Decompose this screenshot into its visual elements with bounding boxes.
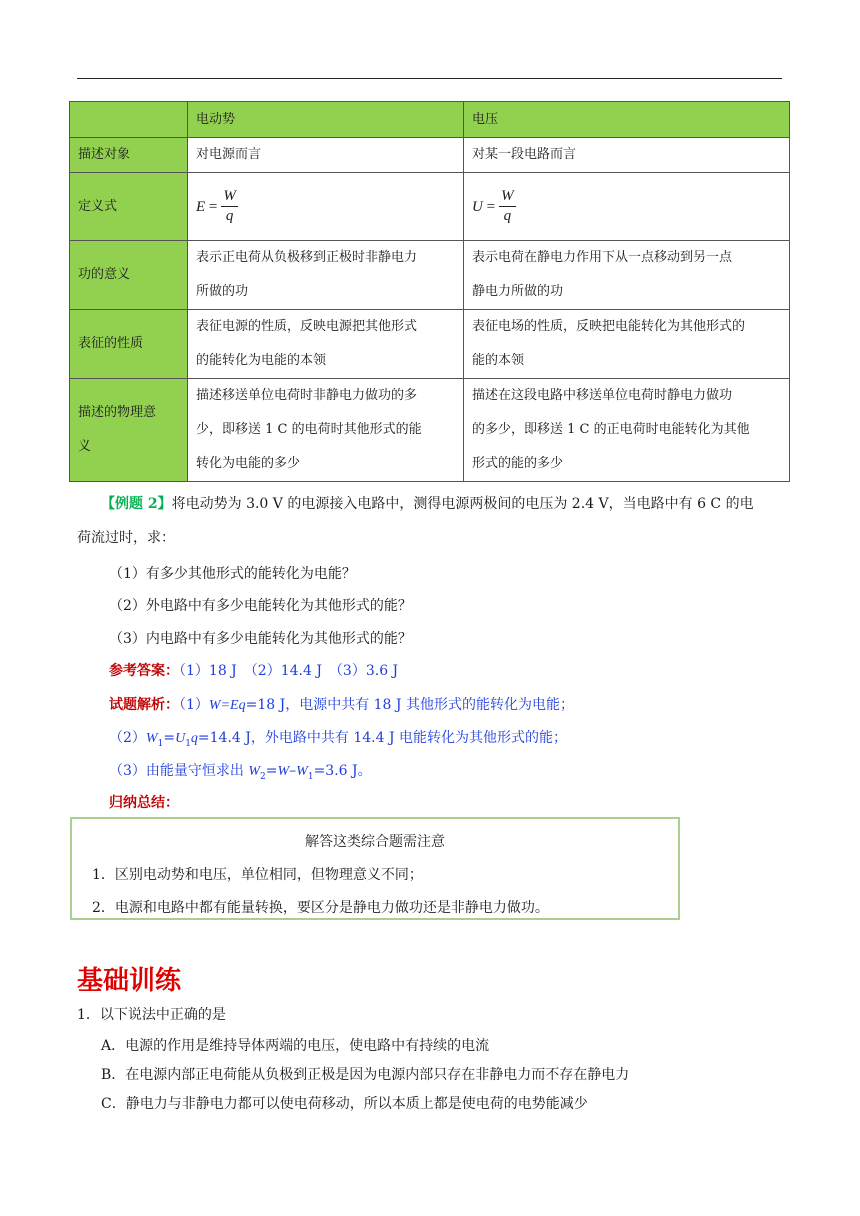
analysis-formula: W=Eq [208, 698, 246, 713]
cell-line: 的能转化为电能的本领 [196, 353, 327, 368]
example-line-2: 荷流过时，求： [77, 530, 175, 546]
question-3: （3）内电路中有多少电能转化为其他形式的能？ [109, 631, 412, 647]
cell-line: 表征电场的性质，反映把电能转化为其他形式的 [472, 319, 746, 334]
analysis-line-3 [109, 760, 372, 782]
cell-line: 表征电源的性质，反映电源把其他形式 [196, 319, 418, 334]
emf-cell: 对电源而言 [188, 138, 464, 173]
voltage-cell: 对某一段电路而言 [464, 138, 790, 173]
cell-line: 描述移送单位电荷时非静电力做功的多 [196, 388, 418, 403]
answer-line [109, 660, 398, 680]
row-label: 定义式 [70, 173, 188, 241]
cell-line: 的多少，即移送 1 C 的正电荷时电能转化为其他 [472, 422, 750, 437]
table-row [70, 379, 790, 482]
table-header-row [70, 102, 790, 138]
subscript: 2 [260, 771, 266, 782]
question-1: （1）有多少其他形式的能转化为电能？ [109, 566, 356, 582]
question-2: （2）外电路中有多少电能转化为其他形式的能？ [109, 598, 412, 614]
cell-line: 表示电荷在静电力作用下从一点移动到另一点 [472, 250, 733, 265]
formula-numerator: W [499, 187, 516, 207]
var-w: W [248, 764, 261, 779]
analysis-text: = [163, 730, 176, 746]
emf-formula-cell [188, 173, 464, 241]
row-label [70, 379, 188, 482]
row-label: 描述对象 [70, 138, 188, 173]
emf-cell [188, 379, 464, 482]
row-label: 功的意义 [70, 241, 188, 310]
example-tag: 【例题 2】 [101, 496, 172, 512]
subscript: 1 [185, 738, 191, 749]
header-cell-voltage: 电压 [464, 102, 790, 138]
voltage-formula-cell [464, 173, 790, 241]
emf-formula [196, 187, 238, 226]
var-u: U [175, 731, 186, 746]
example-line-1 [101, 493, 754, 513]
cell-line: 所做的功 [196, 284, 249, 299]
analysis-label: 试题解析： [109, 697, 179, 713]
answer-label: 参考答案： [109, 663, 179, 679]
formula-denominator: q [225, 208, 234, 224]
emf-cell [188, 241, 464, 310]
header-cell-empty [70, 102, 188, 138]
cell-line: 义 [78, 439, 92, 454]
note-title: 解答这类综合题需注意 [305, 834, 445, 850]
exercise-option-a: A．电源的作用是维持导体两端的电压，使电路中有持续的电流 [101, 1038, 490, 1054]
analysis-text: =18 J，电源中共有 18 J 其他形式的能转化为电能； [245, 697, 574, 713]
row-label: 表征的性质 [70, 310, 188, 379]
voltage-formula [472, 187, 516, 226]
var-w: W [145, 731, 158, 746]
analysis-line-1 [109, 694, 574, 714]
exercise-question: 1．以下说法中正确的是 [77, 1007, 226, 1023]
example-text: 将电动势为 3.0 V 的电源接入电路中，测得电源两极间的电压为 2.4 V，当电路中有 6 C 的电 [171, 496, 754, 512]
var-w: W [277, 764, 290, 779]
cell-line: 描述在这段电路中移送单位电荷时静电力做功 [472, 388, 733, 403]
var-w: W [296, 764, 308, 779]
note-item: 1．区别电动势和电压，单位相同，但物理意义不同； [92, 867, 423, 883]
cell-line: 形式的能的多少 [472, 456, 564, 471]
summary-label: 归纳总结： [109, 795, 179, 811]
exercise-option-b: B．在电源内部正电荷能从负极到正极是因为电源内部只存在非静电力而不存在静电力 [101, 1067, 630, 1083]
header-cell-emf: 电动势 [188, 102, 464, 138]
cell-line: 少，即移送 1 C 的电荷时其他形式的能 [196, 422, 422, 437]
section-title: 基础训练 [77, 966, 182, 996]
table-row [70, 241, 790, 310]
analysis-text: （1） [179, 697, 209, 713]
cell-line: 转化为电能的多少 [196, 456, 301, 471]
subscript: 1 [157, 738, 164, 749]
formula-lhs: E [196, 198, 206, 215]
header-rule [77, 78, 782, 79]
analysis-text: =3.6 J。 [313, 763, 372, 779]
emf-cell [188, 310, 464, 379]
analysis-text: = [265, 763, 278, 779]
analysis-text: =14.4 J，外电路中共有 14.4 J 电能转化为其他形式的能； [197, 730, 568, 746]
cell-line: 描述的物理意 [78, 405, 157, 420]
table-row [70, 138, 790, 173]
formula-denominator: q [503, 208, 512, 224]
note-item: 2．电源和电路中都有能量转换，要区分是静电力做功还是非静电力做功。 [92, 900, 549, 916]
analysis-text: – [289, 763, 297, 779]
formula-fraction [221, 187, 238, 226]
analysis-line-2 [109, 727, 567, 749]
subscript: 1 [307, 771, 314, 782]
cell-line: 表示正电荷从负极移到正极时非静电力 [196, 250, 418, 265]
note-box [70, 817, 680, 920]
cell-line: 能的本领 [472, 353, 525, 368]
voltage-cell [464, 241, 790, 310]
analysis-text: （2） [109, 730, 146, 746]
var-q: q [190, 731, 198, 746]
formula-eq: = [486, 198, 496, 215]
analysis-text: （3）由能量守恒求出 [109, 763, 249, 779]
formula-lhs: U [472, 198, 483, 215]
formula-numerator: W [221, 187, 238, 207]
voltage-cell [464, 310, 790, 379]
exercise-option-c: C．静电力与非静电力都可以使电荷移动，所以本质上都是使电荷的电势能减少 [101, 1096, 588, 1112]
table-row [70, 173, 790, 241]
table-row [70, 310, 790, 379]
voltage-cell [464, 379, 790, 482]
answer-text: （1）18 J （2）14.4 J （3）3.6 J [179, 663, 399, 679]
formula-eq: = [208, 198, 218, 215]
comparison-table [69, 101, 790, 482]
cell-line: 静电力所做的功 [472, 284, 564, 299]
formula-fraction [499, 187, 516, 226]
